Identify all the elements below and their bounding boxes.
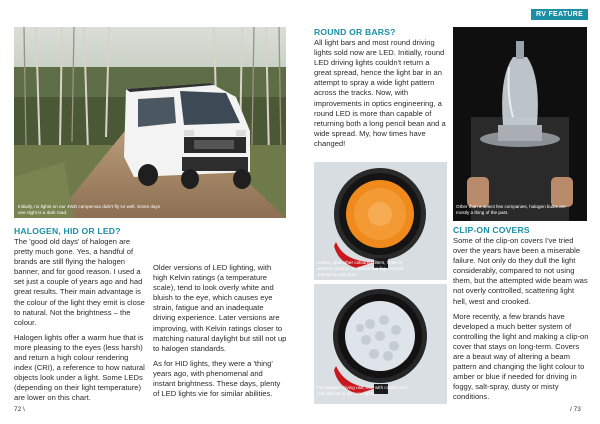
paragraph: As for HID lights, they were a 'thing' years ago, with phenomenal and instant brightness. These days, plenty of LED lights vie for similar abilities.	[153, 358, 281, 399]
left-column-1	[14, 237, 148, 409]
paragraph: Halogen lights offer a warm hue that is more pleasing to the eyes (less harsh) and return a high colour rendering index (CRI), a reference to how natural objects look under a light. Some LEDs (depending on their light temperature) are lower on this chart.	[14, 332, 145, 403]
round-bars-text	[314, 38, 446, 154]
van-photo-caption: Initially, no lights on our 4WD campervan didn't fly so well. Some days one night is a dark road.	[18, 204, 160, 215]
paragraph: Older versions of LED lighting, with high Kelvin ratings (a temperature scale), tend to look overly white and bluish to the eye, which causes eye strain, fatigue and an inadequate driving experience. Later versions are improving, with Kelvin ratings closer to matching natural daylight but still not up to halogen standards.	[153, 263, 287, 353]
bulb-photo	[453, 27, 587, 221]
page-number-right: / 73	[570, 406, 581, 413]
amber-caption: Amber, plus other coloured filters, helps in adverse driving conditions like fog, coastal sea-spray and dust.	[317, 260, 404, 277]
round-bars-heading: ROUND OR BARS?	[314, 27, 396, 37]
paragraph: All light bars and most round driving lights sold now are LED. Initially, round LED driving lights couldn't return a great spread, hence the light bar in an attempt to spray a wide light pattern across the tracks. Now, with improvements in optics engineering, a round LED is more than capable of returning both a long pencil bean and a wide spread. My, how times have changed!	[314, 38, 446, 148]
clear-caption: For chosen driving use, one with covers and one without in my new lights.	[317, 385, 407, 396]
clip-on-heading: CLIP-ON COVERS	[453, 225, 530, 235]
paragraph: Some of the clip-on covers I've tried over the years have been a miserable failure. Not only do they dull the light considerably, compared to not using them, but the attempted wide beam was not overly controlled, scattering light hell, west and crooked.	[453, 236, 588, 306]
paragraph: The 'good old days' of halogen are pretty much gone. Yes, a handful of brands are still flying the halogen banner, and for good reason. I used a set just a couple of years ago and had great results. Their main advantage is the colour of the light they emit is close to natural. Not the brightness – the colour.	[14, 237, 145, 327]
van-photo	[14, 27, 286, 218]
clip-on-text	[453, 236, 589, 408]
halogen-heading: HALOGEN, HID OR LED?	[14, 226, 121, 236]
section-badge: RV FEATURE	[531, 9, 588, 20]
page-number-left: 72 \	[14, 406, 25, 413]
paragraph: More recently, a few brands have developed a much better system of controlling the light and making a clip-on cover that stays on long-term. Covers are a beaut way of altering a beam pattern and changing the light colour to amber or blue if needed for driving in foggy, salt-spray, dusty or misty conditions.	[453, 311, 589, 402]
left-column-2	[153, 263, 287, 404]
bulb-caption: Other than a select few companies, halogen bulbs are mostly a thing of the past.	[456, 204, 566, 215]
